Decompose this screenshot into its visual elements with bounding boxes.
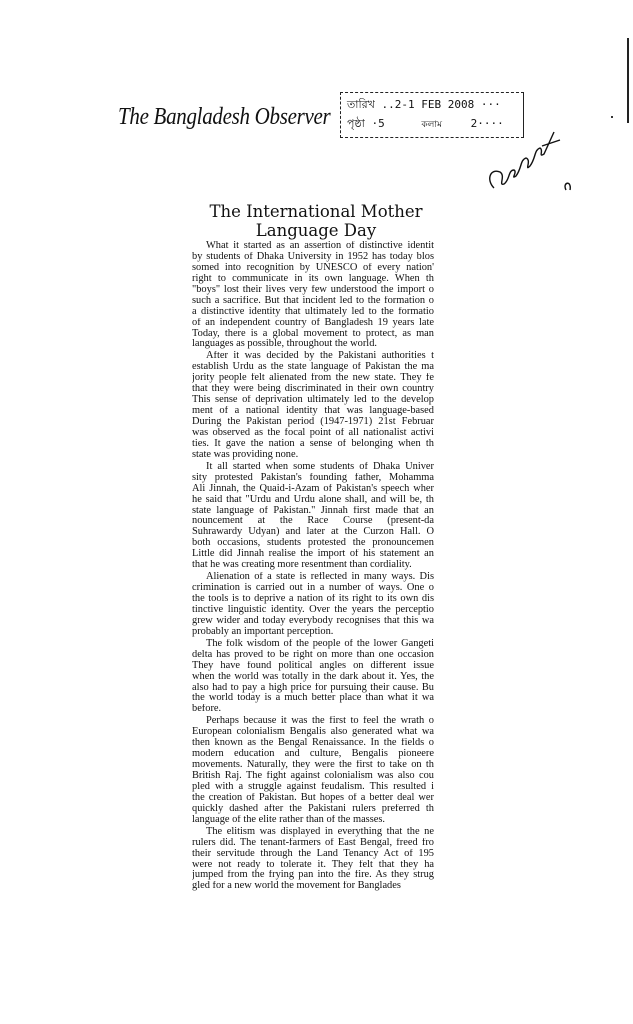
article-line: when the world was totally in the dark about it. Yes, the: [192, 671, 434, 682]
article-line: They have found political angles on different issue: [192, 660, 434, 671]
article-line: language of the elite rather than of the masses.: [192, 814, 386, 825]
article-line: of an independent country of Bangladesh 19 years late: [192, 317, 434, 328]
article-line: sity protested Pakistan's founding father, Mohamma: [192, 472, 434, 483]
article-line: movements. Naturally, they were the first to take on th: [192, 760, 434, 771]
article-line: state language of Pakistan." Jinnah first made that an: [192, 505, 434, 516]
article-title: [190, 202, 442, 240]
article-line: the tools is to deprive a nation of its right to its own dis: [192, 594, 434, 604]
article-line: The folk wisdom of the people of the lower Gangeti: [206, 638, 434, 649]
article-line: "boys" lost their lives very few understood the import o: [192, 284, 434, 295]
article-line: then known as the Bengal Renaissance. In the fields o: [192, 738, 434, 749]
article-line: gled for a new world the movement for Banglades: [192, 881, 401, 892]
stamp-date-label: তারিখ: [347, 98, 375, 111]
article-line: was observed as the focal point of all nationalist activi: [192, 427, 434, 438]
article-paragraph: [192, 716, 434, 825]
article-line: that he was creating more resentment than cordiality.: [192, 560, 412, 571]
article-line: state was providing none.: [192, 449, 299, 460]
article-paragraph: [192, 351, 434, 460]
article-line: somed into recognition by UNESCO of every nation': [192, 262, 434, 273]
article-line: languages as possible, throughout the world.: [192, 339, 377, 350]
article-line: pled with a struggle against feudalism. This resulted i: [192, 781, 434, 792]
title-line-2: Language Day: [255, 221, 377, 240]
article-line: ties. It gave the nation a sense of belonging when th: [192, 438, 434, 449]
page-edge-line: [627, 38, 629, 123]
article-paragraph: [192, 572, 434, 638]
article-line: a distinctive identity that ultimately led to the formatio: [192, 306, 434, 317]
article-line: that they were being discriminated in their own country: [192, 384, 434, 395]
article-line: grew wider and today everybody recognises that this wa: [192, 615, 434, 626]
article-line: jumped from the frying pan into the fire. As they strug: [192, 870, 434, 881]
article-line: establish Urdu as the state language of Pakistan the ma: [192, 362, 434, 373]
article-paragraph: [192, 639, 434, 716]
article-line: jority people felt alienated from the new state. They fe: [192, 373, 434, 384]
stamp-page-label: পৃষ্ঠা: [347, 117, 365, 130]
article-line: quickly dashed after the Pakistani rulers preferred th: [192, 803, 434, 814]
article-line: were not ready to tolerate it. They felt that they ha: [192, 859, 434, 870]
article-line: before.: [192, 704, 222, 715]
article-line: British Raj. The fight against colonialism was also cou: [192, 771, 434, 781]
article-paragraph: [192, 827, 434, 893]
article-line: by students of Dhaka University in 1952 has today blos: [192, 251, 434, 262]
article-line: probably an important perception.: [192, 626, 334, 637]
article-line: their servitude through the Land Tenancy Act of 195: [192, 848, 434, 859]
article-line: European colonialism Bengalis also generated what wa: [192, 727, 434, 738]
article-line: Today, there is a global movement to protect, as man: [192, 328, 434, 339]
article-paragraph: [192, 462, 434, 571]
article-line: Suhrawardy Udyan) and later at the Curzon Hall. O: [192, 527, 434, 538]
article-line: modern education and culture, Bengalis pioneere: [192, 749, 434, 760]
newspaper-masthead: The Bangladesh Observer: [118, 102, 331, 130]
stamp-column-value: 2: [470, 117, 478, 130]
article-line: delta has proved to be right on more than one occasion: [192, 649, 434, 660]
article-line: Perhaps because it was the first to feel the wrath o: [206, 716, 434, 727]
article-line: both occasions, students protested the pronouncemen: [192, 538, 434, 549]
article-line: Ali Jinnah, the Quaid-i-Azam of Pakistan's speech wher: [192, 483, 434, 494]
article-line: nouncement at the Race Course (present-da: [192, 516, 434, 527]
article-line: the creation of Pakistan. But hopes of a better deal wer: [192, 792, 434, 803]
article-line: It all started when some students of Dhaka Univer: [206, 461, 434, 472]
article-line: tinctive linguistic identity. Over the years the perceptio: [192, 604, 434, 615]
article-line: also had to pay a high price for pursuing their cause. Bu: [192, 682, 434, 693]
article-line: rulers did. The tenant-farmers of East Bengal, freed fro: [192, 837, 434, 848]
handwritten-signature: [480, 110, 580, 200]
article-line: he said that "Urdu and Urdu alone shall, and will be, th: [192, 494, 434, 505]
article-line: The elitism was displayed in everything that the ne: [206, 826, 434, 837]
article-line: Alienation of a state is reflected in many ways. Dis: [206, 572, 434, 583]
article-line: crimination is carried out in a number of ways. One o: [192, 583, 434, 594]
scan-speck: [611, 116, 613, 118]
article-line: What it started as an assertion of distinctive identit: [206, 241, 434, 251]
stamp-page-value: 5: [378, 117, 385, 130]
article-paragraph: [192, 241, 434, 350]
article-line: After it was decided by the Pakistani authorities t: [206, 351, 434, 362]
article-line: Little did Jinnah realise the import of his statement an: [192, 549, 434, 560]
article-line: During the Pakistan period (1947-1971) 21st Februar: [192, 417, 434, 427]
date-stamp: তারিখ ..2-1 FEB 2008 ··· পৃষ্ঠা ·5 কলাম 2····: [340, 92, 524, 138]
article-line: such a sacrifice. But that incident led to the formation o: [192, 295, 434, 306]
article-line: ment of a national identity that was language-based: [192, 406, 434, 417]
article-line: This sense of deprivation ultimately led to the develop: [192, 395, 434, 406]
title-line-1: The International Mother: [209, 202, 423, 221]
article-body: [192, 241, 434, 893]
stamp-date-value: 2-1 FEB 2008: [394, 98, 475, 111]
stamp-column-label: কলাম: [421, 120, 442, 130]
article-line: the world today is a much better place than what it wa: [192, 693, 434, 704]
article-line: right to communicate in its own language. When th: [192, 273, 434, 284]
